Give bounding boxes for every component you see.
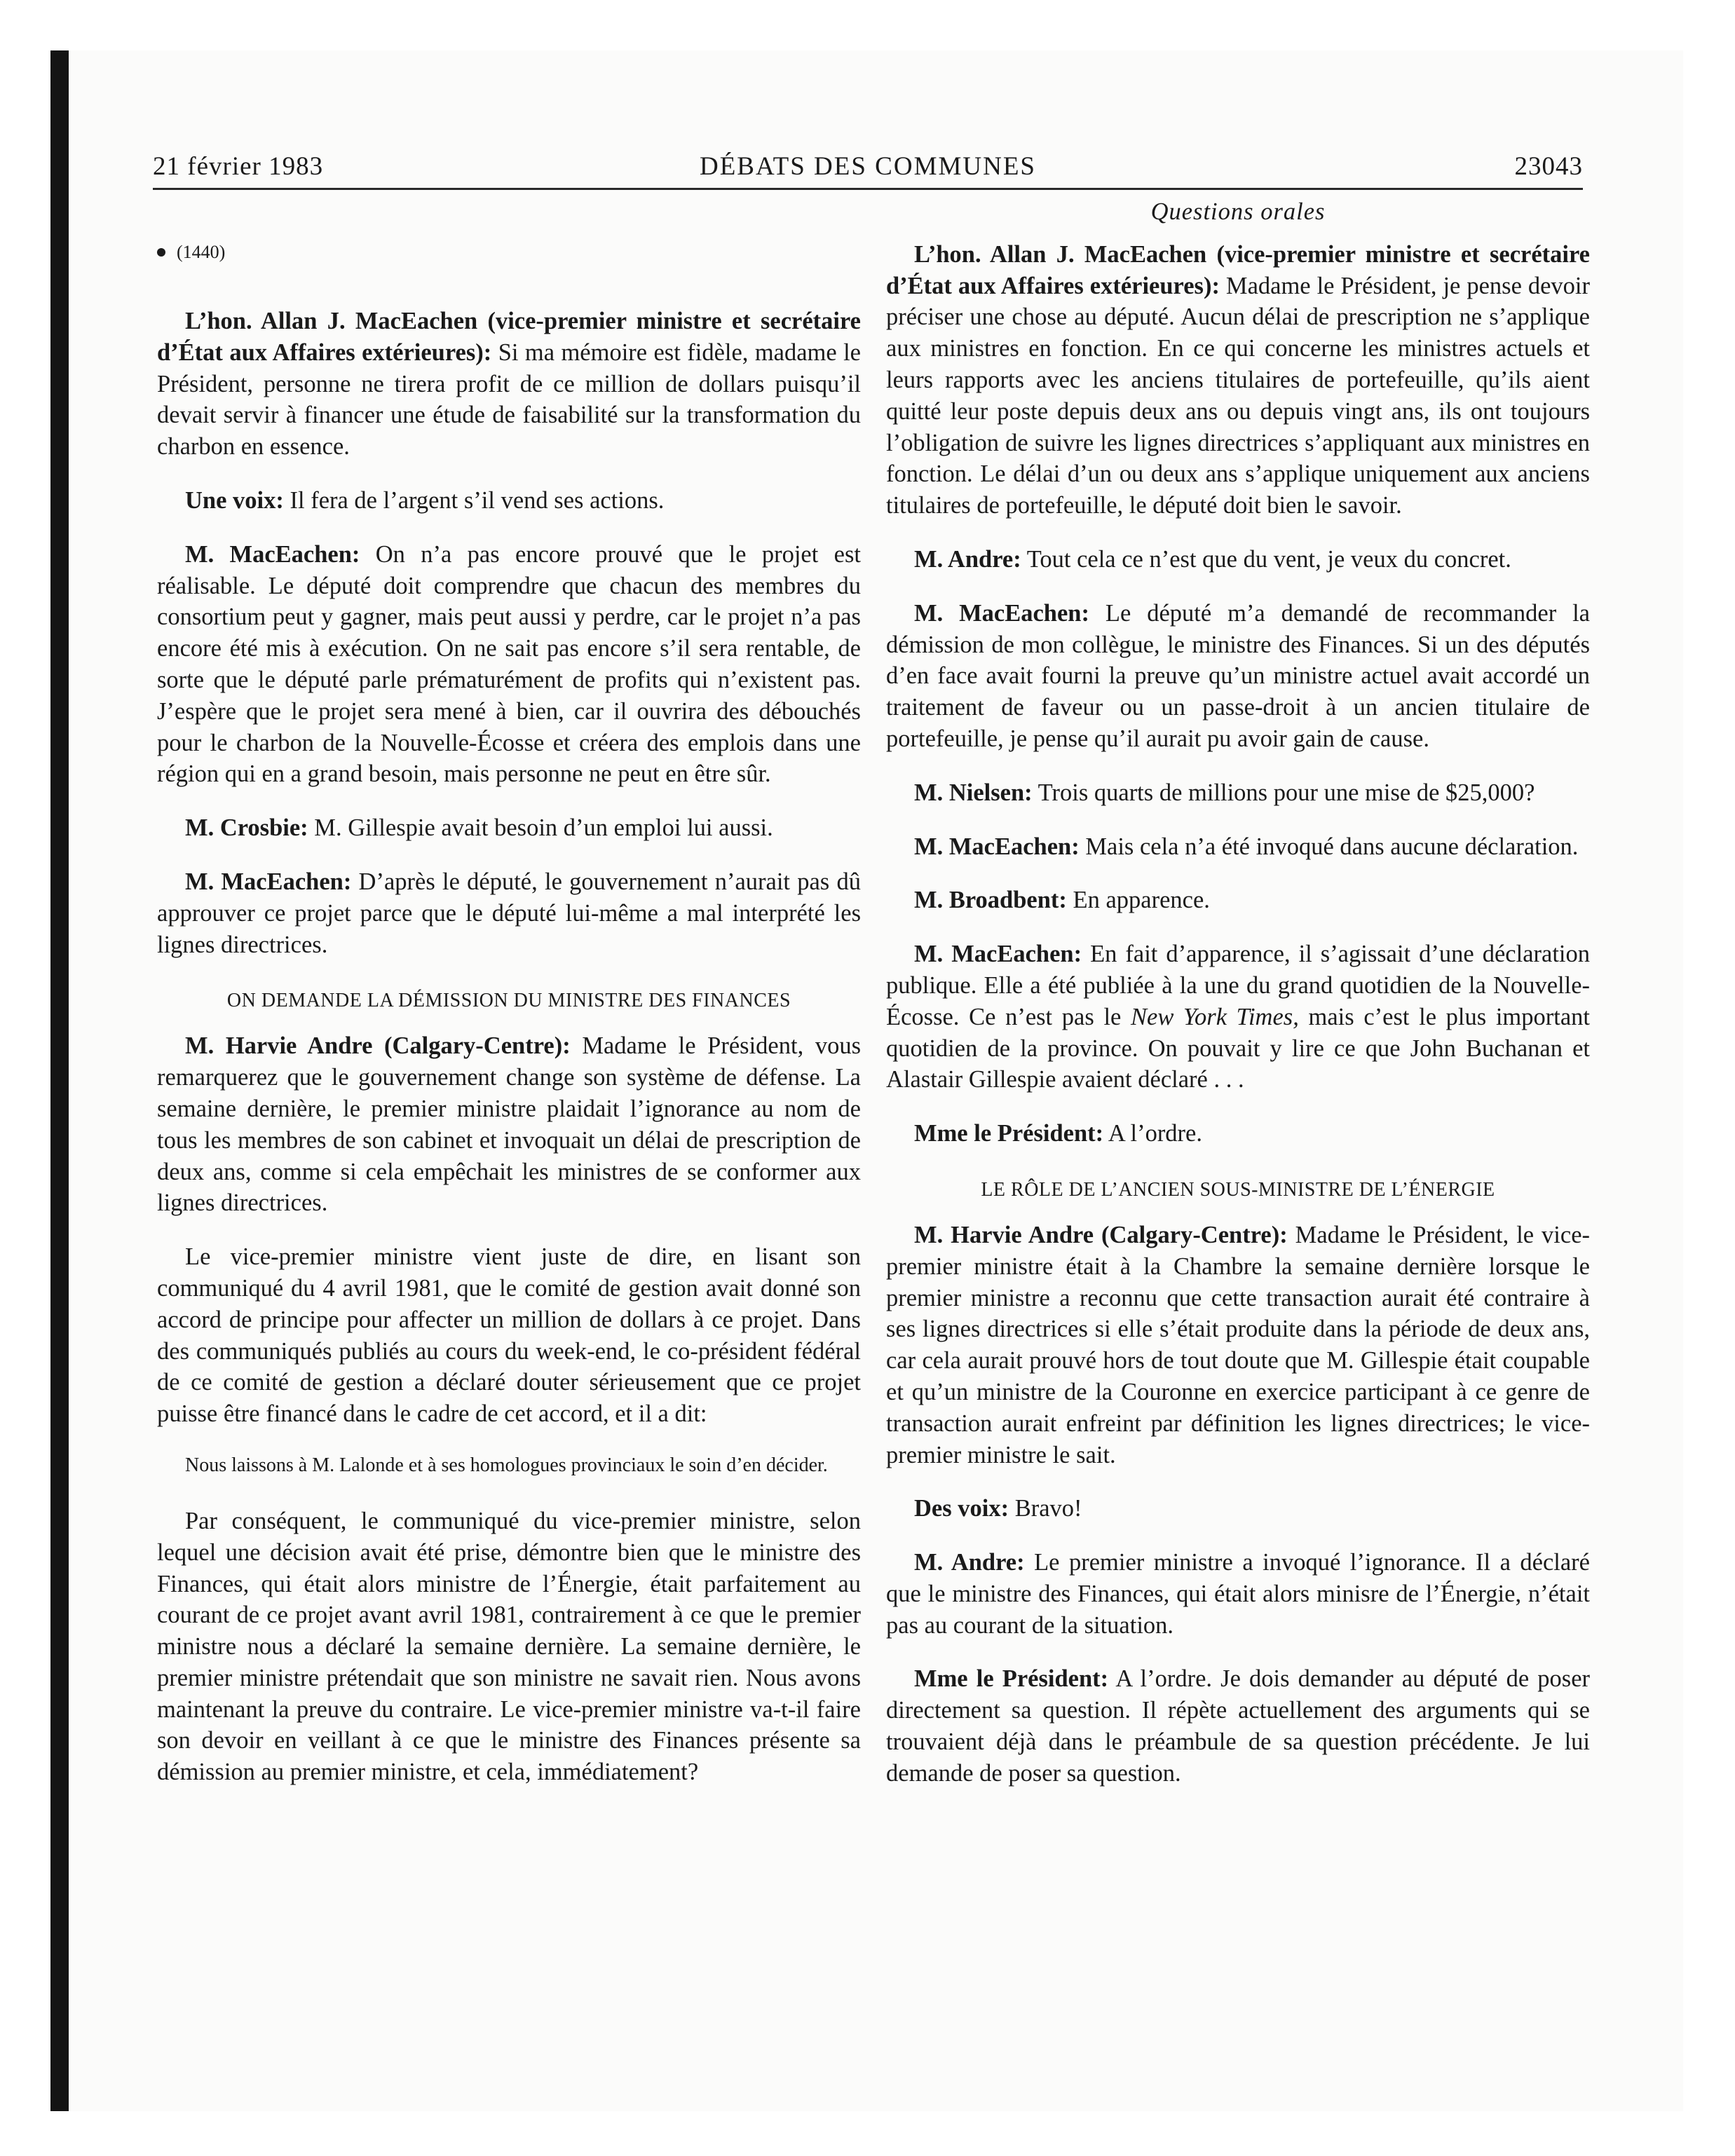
speech-paragraph — [886, 939, 1590, 1096]
speaker-name: M. MacEachen: — [185, 540, 360, 568]
speech-paragraph — [886, 1220, 1590, 1471]
speech-text: Bravo! — [1009, 1495, 1082, 1522]
speech-paragraph — [886, 1663, 1590, 1789]
speaker-name: Mme le Président: — [914, 1120, 1104, 1147]
speech-paragraph — [886, 831, 1590, 863]
speech-paragraph — [886, 598, 1590, 755]
speech-paragraph — [886, 1547, 1590, 1641]
left-column — [157, 196, 861, 1788]
header-page-number: 23043 — [1514, 152, 1583, 181]
page-header — [153, 147, 1583, 190]
speech-text: Trois quarts de millions pour une mise de $25,000? — [1032, 779, 1535, 806]
scan-edge-bar — [50, 50, 69, 2111]
speech-text: Le député m’a demandé de recommander la démission de mon collègue, le ministre des Finances. Si un des députés d’en face avait fourni la preuve qu’un ministre actuel avait accordé un traitement de faveur ou un passe-droit à un ancien titulaire de portefeuille, je pense qu’il aurait pu avoir gain de cause. — [886, 599, 1590, 752]
speech-text: Si ma mémoire est fidèle, madame le Président, personne ne tirera profit de ce million de dollars puisqu’il devait servir à financer une étude de faisabilité sur la transformation du charbon en essence. — [157, 339, 861, 460]
speech-text: M. Gillespie avait besoin d’un emploi lui aussi. — [308, 814, 773, 842]
timestamp-marker — [157, 238, 861, 266]
header-title: DÉBATS DES COMMUNES — [699, 152, 1036, 181]
speech-text: D’après le député, le gouvernement n’aurait pas dû approuver ce projet parce que le député lui-même a mal interprété les lignes directrices. — [157, 868, 861, 958]
speech-text: On n’a pas encore prouvé que le projet est réalisable. Le député doit comprendre que chacun des membres du consortium peut y gagner, mais peut aussi y perdre, car le projet n’a pas encore été mis à exécution. On ne sait pas encore s’il sera rentable, de sorte que le député parle prématurément de profits qui n’existent pas. J’espère que le projet sera mené à bien, car il ouvrira des débouchés pour le charbon de la Nouvelle-Écosse et créera des emplois dans une région qui en a grand besoin, mais personne ne peut en être sûr. — [157, 540, 861, 788]
speaker-name: L’hon. Allan J. MacEachen (vice-premier ministre et secrétaire d’État aux Affaires extérieures): — [886, 240, 1590, 299]
speech-text: En apparence. — [1066, 887, 1210, 914]
speech-paragraph — [157, 539, 861, 790]
speaker-name: M. Nielsen: — [914, 779, 1033, 806]
speech-paragraph — [157, 866, 861, 960]
running-head: Questions orales — [1150, 198, 1326, 225]
speech-paragraph — [157, 485, 861, 517]
speaker-name: M. MacEachen: — [914, 941, 1082, 968]
speaker-name: M. Harvie Andre (Calgary-Centre): — [914, 1221, 1288, 1248]
speech-paragraph: Par conséquent, le communiqué du vice-premier ministre, selon lequel une décision avait été prise, démontre bien que le ministre des Finances, qui était alors ministre de l’Énergie, était parfaitement au courant de ce projet avant avril 1981, contrairement à ce que le premier ministre nous a déclaré la semaine dernière. La semaine dernière, le premier ministre prétendait que son ministre ne savait rien. Nous avons maintenant la preuve du contraire. Le vice-premier ministre va-t-il faire son devoir en veillant à ce que le ministre des Finances présente sa démission au premier ministre, et cela, immédiatement? — [157, 1507, 861, 1786]
speech-paragraph — [157, 812, 861, 844]
speaker-name: M. Andre: — [914, 1549, 1025, 1576]
speaker-name: M. MacEachen: — [914, 833, 1080, 860]
speech-text: A l’ordre. Je dois demander au député de poser directement sa question. Il répète actuellement des arguments qui se trouvaient déjà dans le préambule de sa question précédente. Je lui demande de poser sa question. — [886, 1665, 1590, 1787]
speaker-name: M. Andre: — [914, 545, 1021, 573]
header-date: 21 février 1983 — [153, 152, 324, 181]
speech-text: mais c’est le plus important quotidien de la province. On pouvait y lire ce que John Buchanan et Alastair Gillespie avaient déclaré . . . — [886, 1003, 1590, 1093]
speech-paragraph — [157, 1030, 861, 1219]
speech-paragraph — [886, 239, 1590, 521]
speech-paragraph — [157, 306, 861, 463]
speech-text: Il fera de l’argent s’il vend ses actions. — [283, 486, 665, 514]
speech-text: Le premier ministre a invoqué l’ignorance. Il a déclaré que le ministre des Finances, qui était alors minisre de l’Énergie, n’était pas au courant de la situation. — [886, 1549, 1590, 1639]
speaker-name: L’hon. Allan J. MacEachen (vice-premier ministre et secrétaire d’État aux Affaires extérieures): — [157, 308, 861, 366]
speech-text: Madame le Président, le vice-premier ministre était à la Chambre la semaine dernière lorsque le premier ministre a reconnu que cette transaction aurait été contraire à ses lignes directrices si elle s’était produite dans la période de deux ans, car cela aurait prouvé hors de tout doute que M. Gillespie était coupable et qu’un ministre de la Couronne en exercice participant à ce genre de transaction aurait enfreint par définition les lignes directrices; le vice-premier ministre le sait. — [886, 1221, 1591, 1468]
speech-paragraph — [886, 777, 1590, 809]
speaker-name: M. Harvie Andre (Calgary-Centre): — [185, 1032, 571, 1060]
speech-paragraph — [886, 1118, 1590, 1149]
section-heading: ON DEMANDE LA DÉMISSION DU MINISTRE DES FINANCES — [226, 990, 791, 1012]
speaker-name: Des voix: — [914, 1495, 1009, 1522]
speech-paragraph — [886, 1493, 1590, 1524]
speech-text: Madame le Président, je pense devoir préciser une chose au député. Aucun délai de prescription ne s’applique aux ministres en fonction. En ce qui concerne les ministres actuels et leurs rapports avec les anciens titulaires de portefeuille, qu’ils aient quitté leur poste depuis deux ans ou depuis vingt ans, ils ont toujours l’obligation de suivre les lignes directrices s’appliquant aux ministres en fonction. Le délai d’un ou deux ans s’applique uniquement aux anciens titulaires de portefeuille, le député doit bien le savoir. — [886, 272, 1590, 519]
block-quote: Nous laissons à M. Lalonde et à ses homologues provinciaux le soin d’en décider. — [185, 1454, 828, 1476]
speech-text: Madame le Président, vous remarquerez que le gouvernement change son système de défense. La semaine dernière, le premier ministre plaidait l’ignorance au nom de tous les membres de son cabinet et invoquait un délai de prescription de deux ans, comme si cela empêchait les ministres de se conformer aux lignes directrices. — [157, 1032, 862, 1217]
speech-text: A l’ordre. — [1103, 1120, 1202, 1147]
speech-paragraph — [886, 544, 1590, 575]
speaker-name: Mme le Président: — [914, 1665, 1109, 1693]
speech-text: En fait d’apparence, il s’agissait d’une déclaration publique. Elle a été publiée à la une du grand quotidien de la Nouvelle-Écosse. Ce n’est pas le — [886, 941, 1590, 1030]
speech-paragraph — [886, 885, 1590, 916]
speech-text: Tout cela ce n’est que du vent, je veux du concret. — [1021, 545, 1511, 573]
timestamp-text: (1440) — [177, 242, 226, 262]
right-column — [886, 196, 1590, 1789]
speaker-name: M. Broadbent: — [914, 887, 1067, 914]
speech-text: Mais cela n’a été invoqué dans aucune déclaration. — [1079, 833, 1579, 860]
speaker-name: M. Crosbie: — [185, 814, 308, 842]
section-heading: LE RÔLE DE L’ANCIEN SOUS-MINISTRE DE L’ÉNERGIE — [981, 1178, 1495, 1201]
speaker-name: M. MacEachen: — [185, 868, 352, 895]
bullet-icon — [157, 248, 165, 257]
speaker-name: Une voix: — [185, 486, 284, 514]
speaker-name: M. MacEachen: — [914, 599, 1089, 627]
newspaper-title: New York Times, — [1131, 1003, 1299, 1030]
speech-paragraph: Le vice-premier ministre vient juste de dire, en lisant son communiqué du 4 avril 1981, que le comité de gestion avait donné son accord de principe pour affecter un million de dollars à ce projet. Dans des communiqués publiés au cours du week-end, le co-président fédéral de ce comité de gestion a déclaré douter sérieusement que ce projet puisse être financé dans le cadre de cet accord, et il a dit: — [157, 1243, 861, 1428]
